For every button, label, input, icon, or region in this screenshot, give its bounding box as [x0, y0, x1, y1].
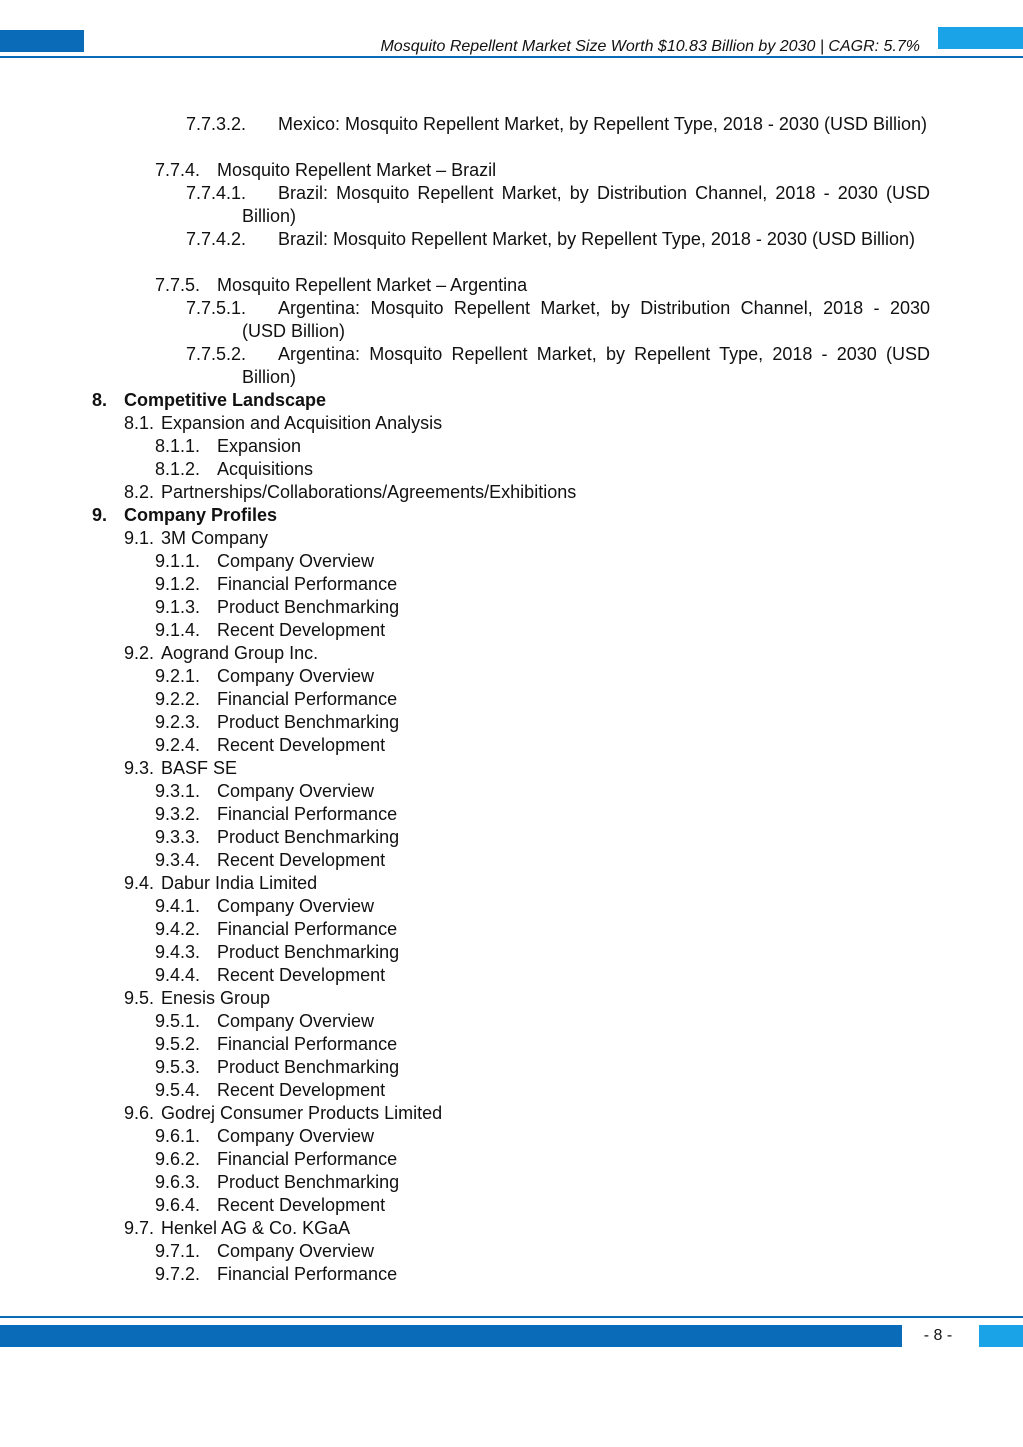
toc-entry-text: Enesis Group — [161, 988, 271, 1008]
toc-entry — [0, 228, 1023, 274]
toc-entry-text: Godrej Consumer Products Limited — [161, 1103, 443, 1123]
toc-entry-number: 9.1.2. — [155, 574, 201, 594]
table-of-contents — [0, 113, 1023, 1286]
toc-entry-number: 9.2.3. — [155, 712, 201, 732]
toc-entry — [0, 964, 1023, 987]
toc-entry — [0, 665, 1023, 688]
toc-entry — [0, 734, 1023, 757]
toc-entry — [0, 1217, 1023, 1240]
toc-entry-text: Company Profiles — [124, 505, 278, 525]
toc-entry-text: Financial Performance — [217, 1264, 398, 1284]
toc-entry-number: 9.7.2. — [155, 1264, 201, 1284]
toc-entry — [0, 941, 1023, 964]
toc-entry — [0, 918, 1023, 941]
toc-entry — [0, 803, 1023, 826]
toc-entry-text: Product Benchmarking — [217, 1172, 400, 1192]
toc-entry-number: 9.7. — [124, 1218, 155, 1238]
toc-entry-number: 9.6.2. — [155, 1149, 201, 1169]
toc-entry — [0, 550, 1023, 573]
toc-entry — [0, 1079, 1023, 1102]
toc-entry-text: Company Overview — [217, 781, 375, 801]
toc-entry — [0, 872, 1023, 895]
toc-entry-text: Mosquito Repellent Market – Brazil — [217, 160, 497, 180]
toc-entry — [0, 1171, 1023, 1194]
toc-entry-text: 3M Company — [161, 528, 269, 548]
toc-entry — [0, 573, 1023, 596]
toc-entry-number: 9.4.3. — [155, 942, 201, 962]
toc-entry — [0, 1263, 1023, 1286]
toc-entry-number: 9.3.2. — [155, 804, 201, 824]
toc-entry-number: 7.7.5.2. — [186, 344, 247, 364]
toc-entry-number: 9.1. — [124, 528, 155, 548]
toc-entry — [0, 780, 1023, 803]
toc-entry-text: Expansion and Acquisition Analysis — [161, 413, 443, 433]
toc-entry-number: 9.2.1. — [155, 666, 201, 686]
toc-entry-text: Henkel AG & Co. KGaA — [161, 1218, 351, 1238]
toc-entry-text: Company Overview — [217, 896, 375, 916]
toc-entry-text: Expansion — [217, 436, 302, 456]
toc-entry — [0, 412, 1023, 435]
toc-entry-text: Financial Performance — [217, 574, 398, 594]
toc-entry-number: 9.3.1. — [155, 781, 201, 801]
toc-entry-number: 9.6.3. — [155, 1172, 201, 1192]
toc-entry-text: Company Overview — [217, 1241, 375, 1261]
toc-entry — [0, 1010, 1023, 1033]
footer-accent-right — [979, 1325, 1023, 1347]
toc-entry-number: 7.7.5. — [155, 275, 201, 295]
toc-entry-number: 7.7.4. — [155, 160, 201, 180]
toc-entry-text: Product Benchmarking — [217, 827, 400, 847]
footer-rule — [0, 1316, 1023, 1318]
toc-entry — [0, 619, 1023, 642]
toc-entry-number: 9.5.2. — [155, 1034, 201, 1054]
toc-entry-number: 9.2.2. — [155, 689, 201, 709]
header-accent-right — [938, 27, 1023, 49]
toc-entry-number: 8.1. — [124, 413, 155, 433]
toc-entry — [0, 987, 1023, 1010]
toc-entry-text: Company Overview — [217, 551, 375, 571]
toc-entry-text: Product Benchmarking — [217, 712, 400, 732]
toc-entry-text: Mexico: Mosquito Repellent Market, by Repellent Type, 2018 - 2030 (USD Billion) — [278, 114, 927, 134]
toc-entry-number: 9.3.3. — [155, 827, 201, 847]
toc-entry-number: 9.1.1. — [155, 551, 201, 571]
toc-entry-number: 7.7.5.1. — [186, 298, 247, 318]
toc-entry — [0, 1125, 1023, 1148]
toc-entry — [0, 113, 1023, 159]
toc-entry-text: Company Overview — [217, 1011, 375, 1031]
toc-entry-number: 7.7.4.1. — [186, 183, 247, 203]
toc-entry — [0, 826, 1023, 849]
toc-entry-number: 9.5.3. — [155, 1057, 201, 1077]
toc-entry — [0, 389, 1023, 412]
page-number: - 8 - — [923, 1327, 953, 1344]
toc-entry-text: Product Benchmarking — [217, 597, 400, 617]
toc-entry — [0, 481, 1023, 504]
toc-entry-text: Financial Performance — [217, 1034, 398, 1054]
toc-entry-text: Recent Development — [217, 1080, 386, 1100]
toc-entry-number: 8.1.1. — [155, 436, 201, 456]
toc-entry-number: 9.4.1. — [155, 896, 201, 916]
toc-entry-text: Recent Development — [217, 735, 386, 755]
toc-entry-number: 9.6.1. — [155, 1126, 201, 1146]
toc-entry-number: 9.4. — [124, 873, 155, 893]
toc-entry — [0, 297, 1023, 343]
toc-entry-text: Financial Performance — [217, 689, 398, 709]
toc-entry-number: 9.2.4. — [155, 735, 201, 755]
toc-entry-text: Recent Development — [217, 620, 386, 640]
toc-entry-number: 9.3.4. — [155, 850, 201, 870]
toc-entry-number: 9.4.2. — [155, 919, 201, 939]
toc-entry-text: Aogrand Group Inc. — [161, 643, 319, 663]
toc-entry — [0, 159, 1023, 182]
toc-entry — [0, 274, 1023, 297]
toc-entry-text: Acquisitions — [217, 459, 314, 479]
toc-entry-text: Financial Performance — [217, 804, 398, 824]
toc-entry-number: 9.5. — [124, 988, 155, 1008]
toc-entry — [0, 1102, 1023, 1125]
toc-entry-text: Argentina: Mosquito Repellent Market, by Distribution Channel, 2018 - 2030 (USD Billion) — [242, 298, 930, 341]
toc-entry-number: 9.3. — [124, 758, 155, 778]
toc-entry — [0, 1194, 1023, 1217]
toc-entry — [0, 182, 1023, 228]
toc-entry — [0, 527, 1023, 550]
toc-entry-number: 9.6.4. — [155, 1195, 201, 1215]
toc-entry-text: Argentina: Mosquito Repellent Market, by Repellent Type, 2018 - 2030 (USD Billion) — [242, 344, 930, 387]
toc-entry-number: 7.7.3.2. — [186, 114, 247, 134]
toc-entry-text: Brazil: Mosquito Repellent Market, by Distribution Channel, 2018 - 2030 (USD Billion) — [242, 183, 930, 226]
toc-entry — [0, 849, 1023, 872]
toc-entry-text: Recent Development — [217, 1195, 386, 1215]
toc-entry — [0, 1240, 1023, 1263]
toc-entry — [0, 895, 1023, 918]
toc-entry-text: Product Benchmarking — [217, 1057, 400, 1077]
toc-entry-text: Partnerships/Collaborations/Agreements/Exhibitions — [161, 482, 577, 502]
toc-entry-number: 9.1.4. — [155, 620, 201, 640]
toc-entry-number: 9.7.1. — [155, 1241, 201, 1261]
toc-entry-number: 9. — [92, 505, 108, 525]
toc-entry-text: Product Benchmarking — [217, 942, 400, 962]
toc-entry — [0, 504, 1023, 527]
toc-entry-number: 9.1.3. — [155, 597, 201, 617]
header-accent-left — [0, 30, 84, 52]
toc-entry-text: Company Overview — [217, 1126, 375, 1146]
toc-entry-text: Company Overview — [217, 666, 375, 686]
toc-entry-text: BASF SE — [161, 758, 238, 778]
toc-entry — [0, 688, 1023, 711]
toc-entry-text: Financial Performance — [217, 1149, 398, 1169]
toc-entry-text: Recent Development — [217, 850, 386, 870]
footer-bar — [0, 1325, 902, 1347]
toc-entry-number: 7.7.4.2. — [186, 229, 247, 249]
toc-entry-number: 9.2. — [124, 643, 155, 663]
toc-entry-text: Recent Development — [217, 965, 386, 985]
toc-entry — [0, 343, 1023, 389]
toc-entry-number: 9.5.1. — [155, 1011, 201, 1031]
toc-entry — [0, 1148, 1023, 1171]
header-title: Mosquito Repellent Market Size Worth $10.83 Billion by 2030 | CAGR: 5.7% — [380, 38, 920, 55]
toc-entry-number: 8. — [92, 390, 108, 410]
toc-entry-text: Financial Performance — [217, 919, 398, 939]
toc-entry-number: 9.6. — [124, 1103, 155, 1123]
toc-entry — [0, 711, 1023, 734]
toc-entry — [0, 435, 1023, 458]
toc-entry-text: Dabur India Limited — [161, 873, 318, 893]
toc-entry — [0, 642, 1023, 665]
toc-entry-text: Competitive Landscape — [124, 390, 327, 410]
toc-entry — [0, 1056, 1023, 1079]
toc-entry-number: 9.4.4. — [155, 965, 201, 985]
toc-entry — [0, 458, 1023, 481]
toc-entry-number: 8.1.2. — [155, 459, 201, 479]
toc-entry — [0, 757, 1023, 780]
toc-entry — [0, 1033, 1023, 1056]
toc-entry-text: Mosquito Repellent Market – Argentina — [217, 275, 528, 295]
toc-entry-number: 9.5.4. — [155, 1080, 201, 1100]
toc-entry-text: Brazil: Mosquito Repellent Market, by Repellent Type, 2018 - 2030 (USD Billion) — [278, 229, 915, 249]
toc-entry-number: 8.2. — [124, 482, 155, 502]
toc-entry — [0, 596, 1023, 619]
header-rule — [0, 56, 1023, 58]
